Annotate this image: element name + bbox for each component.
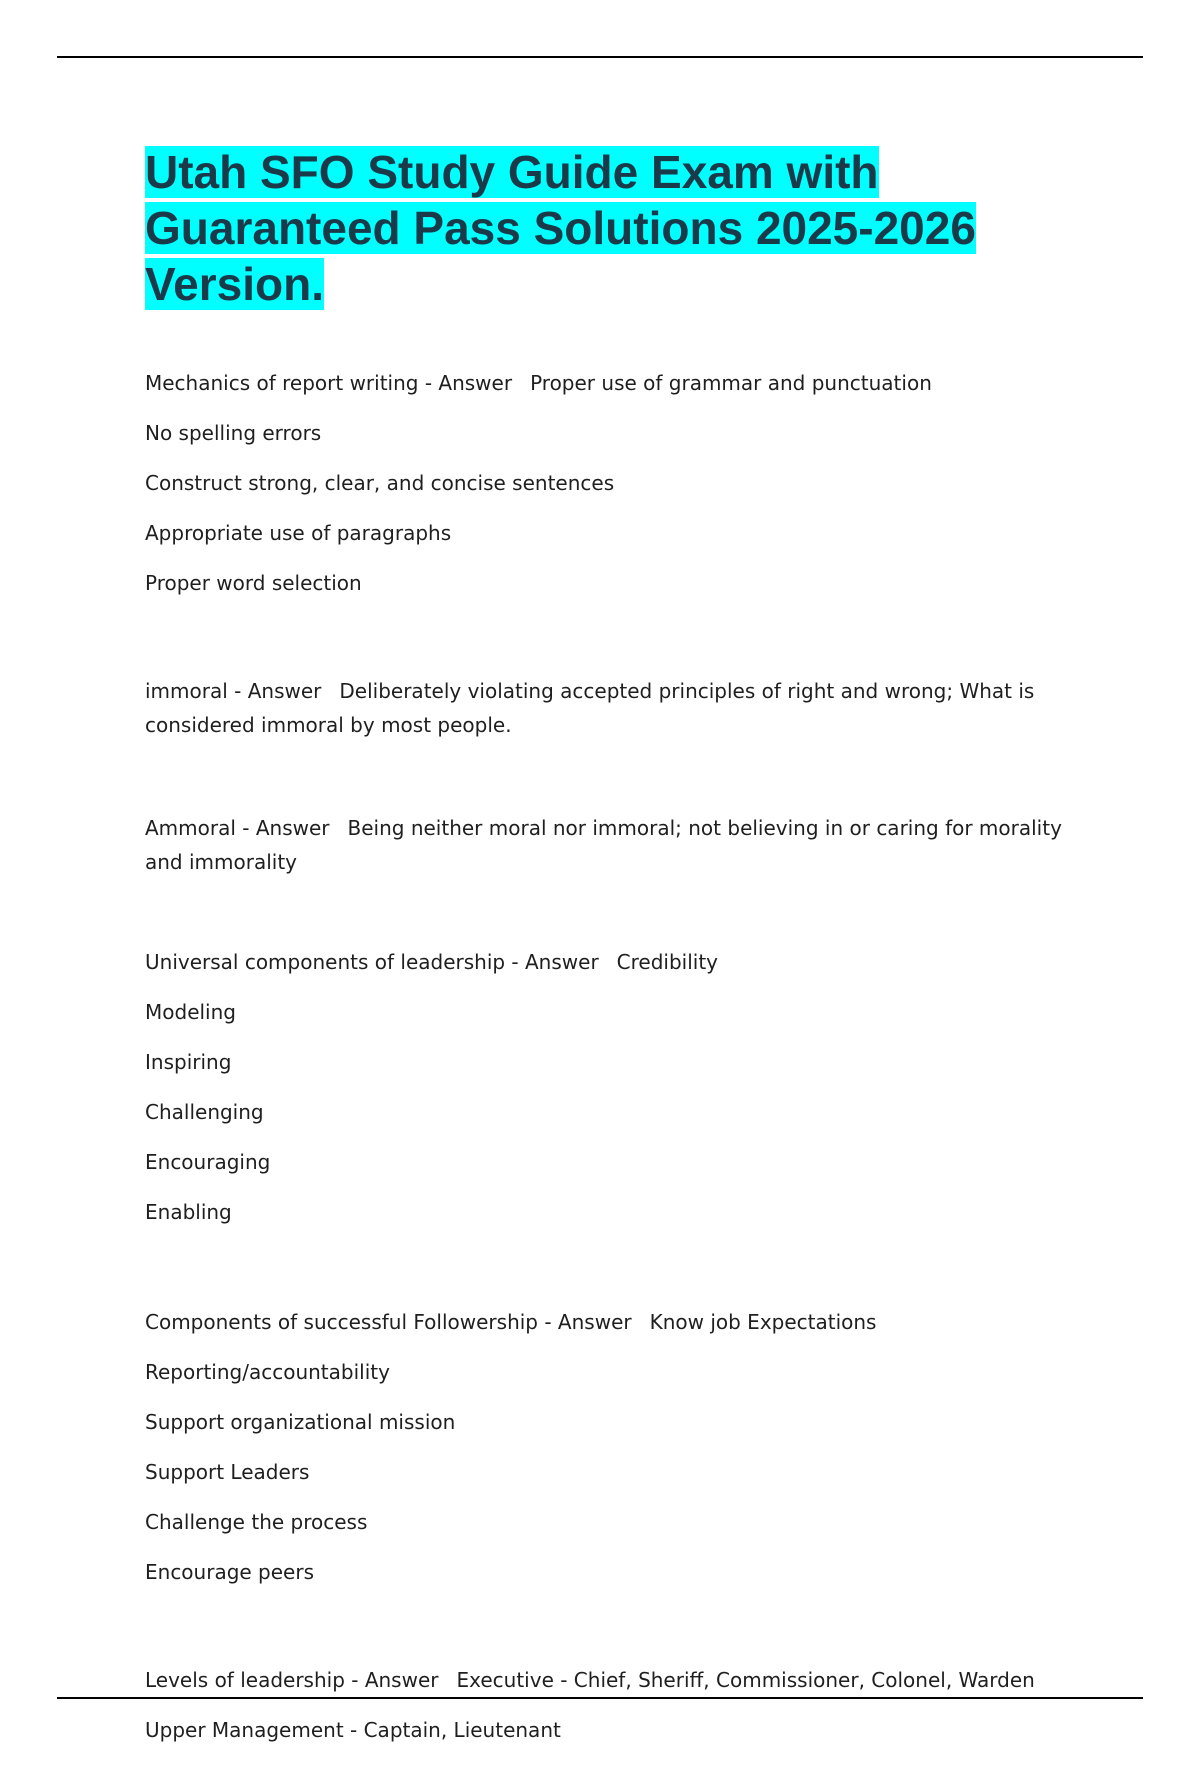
qa-answer-line: Support organizational mission	[145, 1410, 456, 1434]
qa-entry	[145, 945, 1065, 1229]
qa-term: Universal components of leadership - Answer	[145, 950, 599, 974]
qa-term: Components of successful Followership - Answer	[145, 1310, 632, 1334]
qa-answer-line: Challenge the process	[145, 1510, 368, 1534]
qa-answer-line: Encourage peers	[145, 1560, 315, 1584]
qa-term: immoral - Answer	[145, 679, 322, 703]
qa-entry	[145, 811, 1065, 879]
qa-first-line	[145, 674, 1065, 742]
qa-list	[145, 366, 1065, 1747]
document-body	[145, 144, 1065, 1788]
qa-answer-line: Proper word selection	[145, 571, 362, 595]
qa-entry	[145, 1305, 1065, 1589]
qa-answer-line: Encouraging	[145, 1150, 271, 1174]
qa-term: Ammoral - Answer	[145, 816, 330, 840]
qa-answer-line: Appropriate use of paragraphs	[145, 521, 452, 545]
qa-answer-line: Being neither moral nor immoral; not believing in or caring for morality and immorality	[145, 816, 1062, 874]
qa-first-line	[145, 811, 1065, 879]
qa-answer-line: Know job Expectations	[649, 1310, 877, 1334]
qa-entry	[145, 366, 1065, 600]
top-rule	[57, 56, 1143, 58]
qa-answer-line: Support Leaders	[145, 1460, 310, 1484]
qa-entry	[145, 674, 1065, 742]
qa-term: Levels of leadership - Answer	[145, 1668, 439, 1692]
qa-first-line	[145, 1305, 1065, 1339]
qa-answer-line: Construct strong, clear, and concise sentences	[145, 471, 615, 495]
qa-answer-line: No spelling errors	[145, 421, 322, 445]
qa-answer-line: Deliberately violating accepted principles of right and wrong; What is considered immoral by most people.	[145, 679, 1035, 737]
qa-answer-line: Reporting/accountability	[145, 1360, 390, 1384]
qa-term: Mechanics of report writing - Answer	[145, 371, 513, 395]
qa-first-line	[145, 945, 1065, 979]
qa-answer-line: Upper Management - Captain, Lieutenant	[145, 1718, 561, 1742]
qa-answer-line: Enabling	[145, 1200, 232, 1224]
qa-entry	[145, 1663, 1065, 1747]
title-highlight: Utah SFO Study Guide Exam with Guaranteed Pass Solutions 2025-2026 Version.	[145, 146, 976, 310]
qa-answer-line: Inspiring	[145, 1050, 232, 1074]
qa-first-line	[145, 1663, 1065, 1697]
document-title	[145, 144, 1065, 312]
qa-answer-line: Proper use of grammar and punctuation	[530, 371, 932, 395]
qa-answer-line: Executive - Chief, Sheriff, Commissioner, Colonel, Warden	[456, 1668, 1035, 1692]
qa-first-line	[145, 366, 1065, 400]
qa-answer-line: Modeling	[145, 1000, 236, 1024]
qa-answer-line: Challenging	[145, 1100, 264, 1124]
qa-answer-line: Credibility	[616, 950, 719, 974]
bottom-rule	[57, 1697, 1143, 1699]
